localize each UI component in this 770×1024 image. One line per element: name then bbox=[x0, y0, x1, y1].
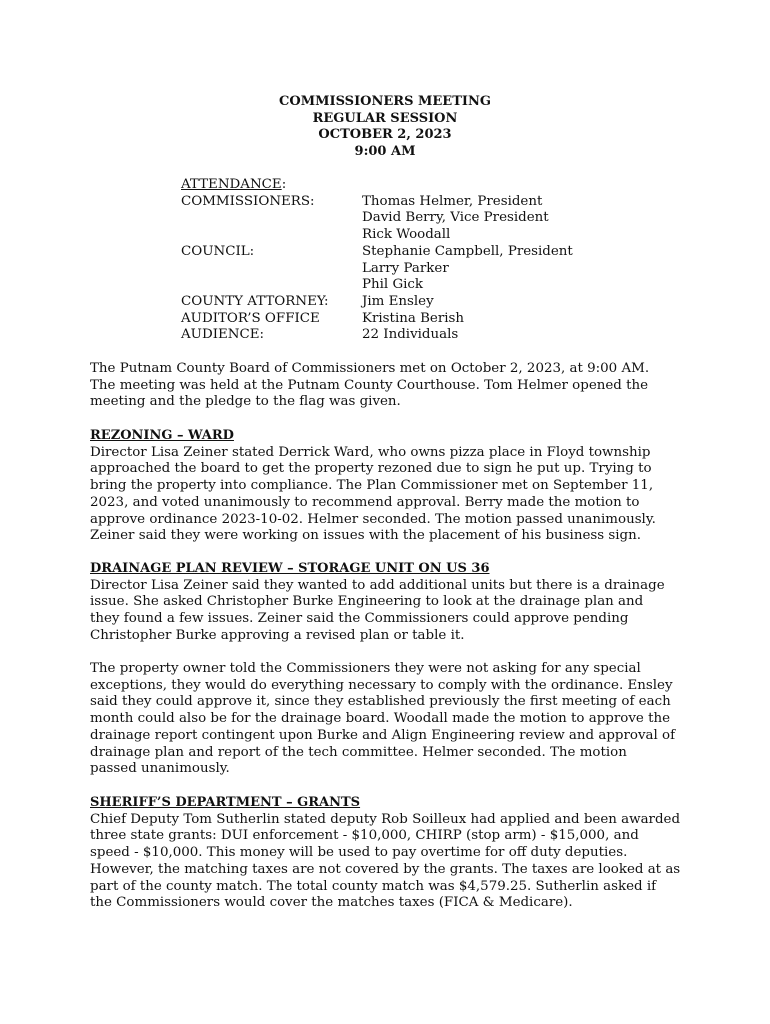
attendance-block bbox=[181, 177, 573, 344]
sheriff-section bbox=[90, 795, 690, 912]
paragraph-line: the Commissioners would cover the matches taxes (FICA & Medicare). bbox=[90, 895, 573, 911]
attendee-name: Jim Ensley bbox=[362, 293, 434, 309]
attendance-role: AUDIENCE: bbox=[181, 327, 265, 343]
paragraph-line: speed - $10,000. This money will be used to pay overtime for off duty deputies. bbox=[90, 845, 628, 861]
paragraph-line: said they could approve it, since they established previously the first meeting of each bbox=[90, 694, 671, 710]
paragraph-line: approached the board to get the property rezoned due to sign he put up. Trying to bbox=[90, 461, 652, 477]
attendee-name: Stephanie Campbell, President bbox=[362, 243, 573, 259]
attendee-name: Larry Parker bbox=[362, 260, 449, 276]
attendance-role: COUNCIL: bbox=[181, 243, 255, 259]
drainage-paragraph-2 bbox=[90, 661, 690, 778]
attendance-row-council bbox=[181, 244, 573, 294]
meeting-title-block bbox=[0, 94, 770, 160]
paragraph-line: Zeiner said they were working on issues with the placement of his business sign. bbox=[90, 528, 641, 544]
paragraph-line: Director Lisa Zeiner stated Derrick Ward, who owns pizza place in Floyd township bbox=[90, 444, 651, 460]
attendee-name: David Berry, Vice President bbox=[362, 210, 549, 226]
attendance-names bbox=[362, 294, 434, 311]
attendance-role: COUNTY ATTORNEY: bbox=[181, 293, 329, 309]
intro-paragraph bbox=[90, 361, 690, 411]
rezoning-section bbox=[90, 428, 690, 545]
section-heading-sheriff: SHERIFF’S DEPARTMENT – GRANTS bbox=[90, 795, 361, 810]
paragraph-line: passed unanimously. bbox=[90, 761, 230, 777]
attendee-name: Kristina Berish bbox=[362, 310, 465, 326]
paragraph-line: The meeting was held at the Putnam County Courthouse. Tom Helmer opened the bbox=[90, 377, 649, 393]
paragraph-line: three state grants: DUI enforcement - $10,000, CHIRP (stop arm) - $15,000, and bbox=[90, 828, 639, 844]
paragraph-line: issue. She asked Christopher Burke Engineering to look at the drainage plan and bbox=[90, 594, 644, 610]
title-line: COMMISSIONERS MEETING bbox=[279, 94, 491, 109]
attendee-name: Phil Gick bbox=[362, 277, 424, 293]
paragraph-line: Christopher Burke approving a revised plan or table it. bbox=[90, 627, 465, 643]
paragraph-line: 2023, and voted unanimously to recommend approval. Berry made the motion to bbox=[90, 494, 640, 510]
attendance-role: COMMISSIONERS: bbox=[181, 193, 315, 209]
paragraph-line: drainage plan and report of the tech committee. Helmer seconded. The motion bbox=[90, 744, 627, 760]
section-heading-drainage: DRAINAGE PLAN REVIEW – STORAGE UNIT ON US 36 bbox=[90, 561, 490, 576]
attendance-heading-colon: : bbox=[281, 177, 287, 192]
attendance-row-commissioners bbox=[181, 194, 573, 244]
paragraph-line: month could also be for the drainage board. Woodall made the motion to approve the bbox=[90, 711, 671, 727]
attendance-row-county-attorney bbox=[181, 294, 573, 311]
paragraph-line: exceptions, they would do everything necessary to comply with the ordinance. Ensley bbox=[90, 677, 673, 693]
paragraph-line: drainage report contingent upon Burke and Align Engineering review and approval of bbox=[90, 727, 676, 743]
attendance-names bbox=[362, 327, 458, 344]
attendee-name: 22 Individuals bbox=[362, 327, 459, 343]
attendance-row-auditors-office bbox=[181, 311, 573, 328]
title-line: REGULAR SESSION bbox=[312, 110, 458, 126]
title-line: OCTOBER 2, 2023 bbox=[318, 127, 452, 143]
paragraph-line: approve ordinance 2023-10-02. Helmer seconded. The motion passed unanimously. bbox=[90, 511, 656, 527]
attendance-row-audience bbox=[181, 327, 573, 344]
section-heading-rezoning: REZONING – WARD bbox=[90, 428, 234, 443]
attendance-names bbox=[362, 194, 549, 244]
paragraph-line: Director Lisa Zeiner said they wanted to add additional units but there is a drainage bbox=[90, 577, 665, 593]
paragraph-line: bring the property into compliance. The Plan Commissioner met on September 11, bbox=[90, 478, 654, 494]
title-line: 9:00 AM bbox=[354, 143, 416, 159]
attendance-heading-row bbox=[181, 177, 573, 194]
paragraph-line: meeting and the pledge to the flag was given. bbox=[90, 394, 401, 410]
attendee-name: Thomas Helmer, President bbox=[362, 193, 543, 209]
attendance-names bbox=[362, 244, 573, 294]
attendee-name: Rick Woodall bbox=[362, 227, 451, 243]
paragraph-line: The Putnam County Board of Commissioners met on October 2, 2023, at 9:00 AM. bbox=[90, 361, 650, 376]
paragraph-line: part of the county match. The total county match was $4,579.25. Sutherlin asked if bbox=[90, 878, 657, 894]
drainage-section bbox=[90, 561, 690, 645]
attendance-role: AUDITOR’S OFFICE bbox=[181, 310, 320, 326]
paragraph-line: they found a few issues. Zeiner said the Commissioners could approve pending bbox=[90, 611, 629, 627]
paragraph-line: However, the matching taxes are not covered by the grants. The taxes are looked at as bbox=[90, 861, 681, 877]
paragraph-line: Chief Deputy Tom Sutherlin stated deputy Rob Soilleux had applied and been awarded bbox=[90, 811, 681, 827]
attendance-names bbox=[362, 311, 464, 328]
attendance-heading: ATTENDANCE bbox=[181, 177, 282, 192]
paragraph-line: The property owner told the Commissioners they were not asking for any special bbox=[90, 661, 641, 676]
